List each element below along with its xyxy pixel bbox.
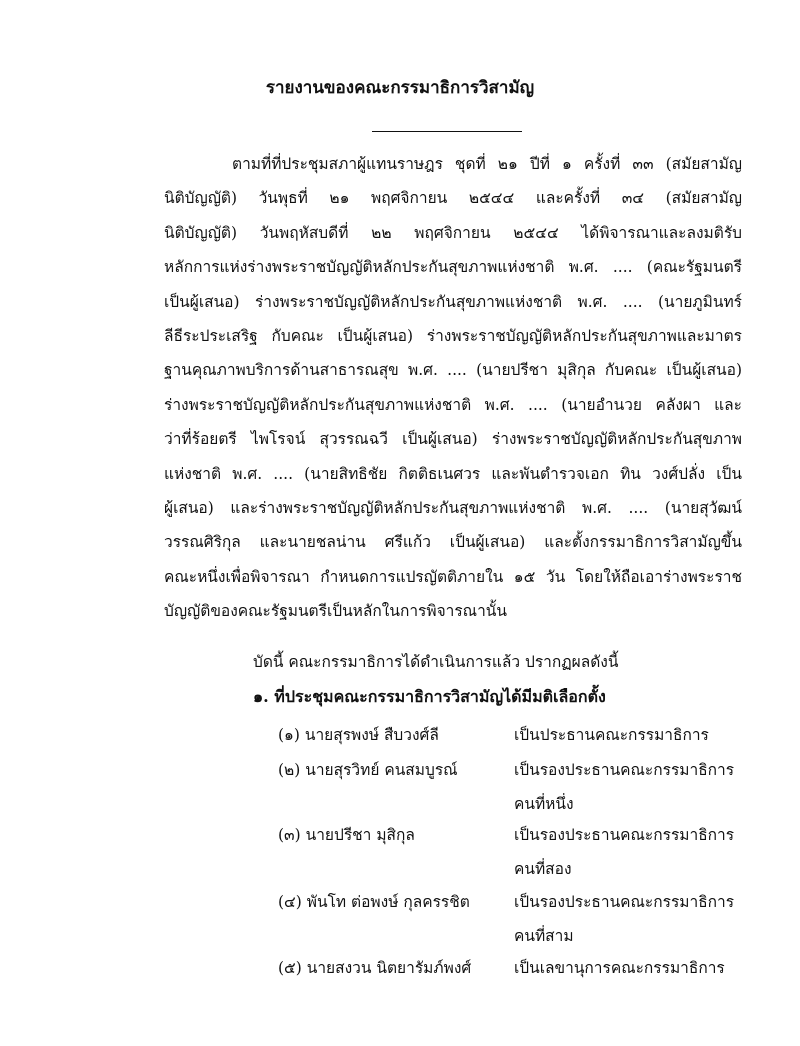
member-role: คนที่สาม <box>514 927 574 945</box>
member-role: เป็นเลขานุการคณะกรรมาธิการ <box>514 959 725 977</box>
body-line: ผู้เสนอ) และร่างพระราชบัญญัติหลักประกันสุขภาพแห่งชาติ พ.ศ. .... (นายสุวัฒน์ <box>164 499 742 517</box>
member-role: เป็นประธานคณะกรรมาธิการ <box>514 726 709 744</box>
body-line: เป็นผู้เสนอ) ร่างพระราชบัญญัติหลักประกันสุขภาพแห่งชาติ พ.ศ. .... (นายภูมินทร์ <box>164 292 742 311</box>
member-name: (๔) พันโท ต่อพงษ์ กุลครรชิต <box>278 893 470 911</box>
body-line: แห่งชาติ พ.ศ. .... (นายสิทธิชัย กิตติธเนศวร และพันตำรวจเอก ทิน วงศ์ปลั่ง เป็น <box>164 464 742 483</box>
section-1-heading: ๑. ที่ประชุมคณะกรรมาธิการวิสามัญได้มีมติเลือกตั้ง <box>253 687 606 706</box>
member-role: คนที่หนึ่ง <box>514 795 574 813</box>
member-name: (๓) นายปรีชา มุสิกุล <box>278 826 415 844</box>
body-line: ร่างพระราชบัญญัติหลักประกันสุขภาพแห่งชาติ พ.ศ. .... (นายอำนวย คลังผา และ <box>164 395 742 414</box>
body-line: ว่าที่ร้อยตรี ไพโรจน์ สุวรรณฉวี เป็นผู้เสนอ) ร่างพระราชบัญญัติหลักประกันสุขภาพ <box>164 430 742 449</box>
member-name: (๑) นายสุรพงษ์ สืบวงศ์ลี <box>278 726 439 744</box>
title-underline <box>372 131 522 132</box>
member-role: เป็นรองประธานคณะกรรมาธิการ <box>514 761 735 779</box>
member-role: คนที่สอง <box>514 860 572 878</box>
body-line: คณะหนึ่งเพื่อพิจารณา กำหนดการแปรญัตติภายใน ๑๕ วัน โดยให้ถือเอาร่างพระราช <box>164 567 742 586</box>
body-line: วรรณศิริกุล และนายชลน่าน ศรีแก้ว เป็นผู้เสนอ) และตั้งกรรมาธิการวิสามัญขึ้น <box>164 533 742 552</box>
document-title: รายงานของคณะกรรมาธิการวิสามัญ <box>265 78 535 98</box>
body-line: นิติบัญญัติ) วันพุธที่ ๒๑ พฤศจิกายน ๒๕๔๔ และครั้งที่ ๓๔ (สมัยสามัญ <box>164 189 742 208</box>
body-line: นิติบัญญัติ) วันพฤหัสบดีที่ ๒๒ พฤศจิกายน ๒๕๔๔ ได้พิจารณาและลงมติรับ <box>164 223 742 242</box>
member-name: (๕) นายสงวน นิตยารัมภ์พงศ์ <box>278 959 472 977</box>
body-line: ฐานคุณภาพบริการด้านสาธารณสุข พ.ศ. .... (นายปรีชา มุสิกุล กับคณะ เป็นผู้เสนอ) <box>164 361 742 380</box>
member-role: เป็นรองประธานคณะกรรมาธิการ <box>514 893 735 911</box>
body-line: ลีธีระประเสริฐ กับคณะ เป็นผู้เสนอ) ร่างพระราชบัญญัติหลักประกันสุขภาพและมาตร <box>164 327 742 345</box>
body-line: ตามที่ที่ประชุมสภาผู้แทนราษฎร ชุดที่ ๒๑ ปีที่ ๑ ครั้งที่ ๓๓ (สมัยสามัญ <box>232 155 742 173</box>
member-name: (๒) นายสุรวิทย์ คนสมบูรณ์ <box>278 761 458 779</box>
body-line: หลักการแห่งร่างพระราชบัญญัติหลักประกันสุขภาพแห่งชาติ พ.ศ. .... (คณะรัฐมนตรี <box>164 258 742 277</box>
result-paragraph: บัดนี้ คณะกรรมาธิการได้ดำเนินการแล้ว ปรากฏผลดังนี้ <box>253 653 619 671</box>
member-role: เป็นรองประธานคณะกรรมาธิการ <box>514 826 735 844</box>
body-line: บัญญัติของคณะรัฐมนตรีเป็นหลักในการพิจารณานั้น <box>164 602 507 621</box>
